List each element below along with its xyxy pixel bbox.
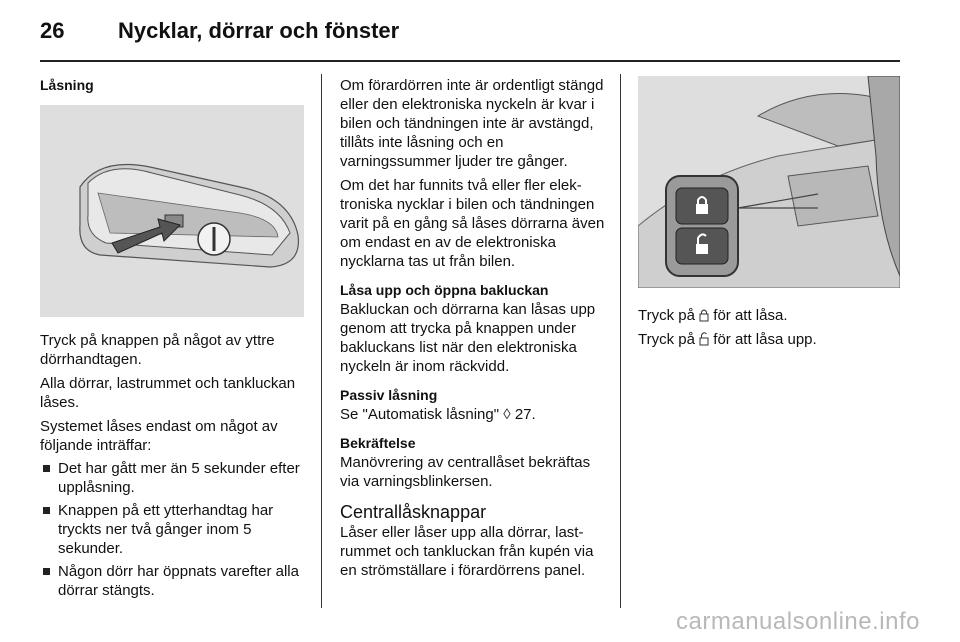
central-lock-switch-illustration xyxy=(638,76,900,288)
watermark: carmanualsonline.info xyxy=(676,608,920,635)
paragraph-passive xyxy=(340,405,605,424)
instruction-lock xyxy=(638,306,900,325)
condition-list xyxy=(40,459,304,600)
page-number: 26 xyxy=(40,18,65,43)
subheading-passive-locking: Passiv låsning xyxy=(340,387,438,403)
door-handle-illustration xyxy=(40,105,304,317)
column-divider xyxy=(620,74,621,608)
section-title: Centrallåsknappar xyxy=(340,502,487,522)
cross-reference-text: Se "Automatisk låsning" xyxy=(340,406,504,423)
paragraph: Tryck på knappen på något av yttre dörrhandtagen. xyxy=(40,332,275,368)
list-item: Någon dörr har öppnats varefter alla dörrar stängts. xyxy=(40,562,304,600)
lock-icon xyxy=(699,308,709,322)
subheading-trunk: Låsa upp och öppna bakluckan xyxy=(340,282,549,298)
cross-reference-page[interactable]: 27. xyxy=(510,406,536,423)
page-reference-arrow-icon: ◊ xyxy=(503,406,511,423)
instruction-unlock xyxy=(638,330,900,349)
paragraph: Om det har funnits två eller fler elektroniska nycklar i bilen och tändningen varit på en gång så låses dörrarna även om endast en av de elektroniska nycklarna tas ut från bilen. xyxy=(340,177,605,270)
paragraph: Alla dörrar, lastrummet och tankluckan låses. xyxy=(40,375,296,411)
paragraph: Systemet låses endast om något av följande inträffar: xyxy=(40,418,278,454)
subheading-locking: Låsning xyxy=(40,77,94,93)
instruction-text: för att låsa. xyxy=(709,307,788,324)
subheading-confirmation: Bekräftelse xyxy=(340,435,416,451)
paragraph: Bakluckan och dörrarna kan låsas upp genom att trycka på knappen under bakluckans list när den elektroniska nyckeln är inom räckvidd. xyxy=(340,301,596,375)
column-3 xyxy=(638,76,900,349)
column-2 xyxy=(340,76,605,580)
list-item: Knappen på ett ytterhandtag har tryckts ner två gånger inom 5 sekunder. xyxy=(40,501,304,558)
instruction-text: Tryck på xyxy=(638,307,700,324)
paragraph: Om förardörren inte är ordentligt stängd eller den elektroniska nyckeln är kvar i bilen och tändningen inte är avstängd, tillåts inte låsning och en varningssummer ljuder tre gånger. xyxy=(340,77,604,170)
paragraph: Manövrering av centrallåset bekräftas via varningsblinkersen. xyxy=(340,454,591,490)
unlock-icon xyxy=(699,332,709,346)
door-handle-image xyxy=(40,105,304,317)
instruction-text: Tryck på xyxy=(638,331,700,348)
page-title: Nycklar, dörrar och fönster xyxy=(118,18,400,43)
column-1 xyxy=(40,76,304,604)
column-divider xyxy=(321,74,322,608)
page-header xyxy=(40,18,900,58)
list-item: Det har gått mer än 5 sekunder efter upplåsning. xyxy=(40,459,304,497)
paragraph: Låser eller låser upp alla dörrar, lastrummet och tankluckan från kupén via en strömställare i förardörrens panel. xyxy=(340,524,594,579)
instruction-text: för att låsa upp. xyxy=(709,331,817,348)
header-rule xyxy=(40,60,900,62)
door-panel-image xyxy=(638,76,900,288)
